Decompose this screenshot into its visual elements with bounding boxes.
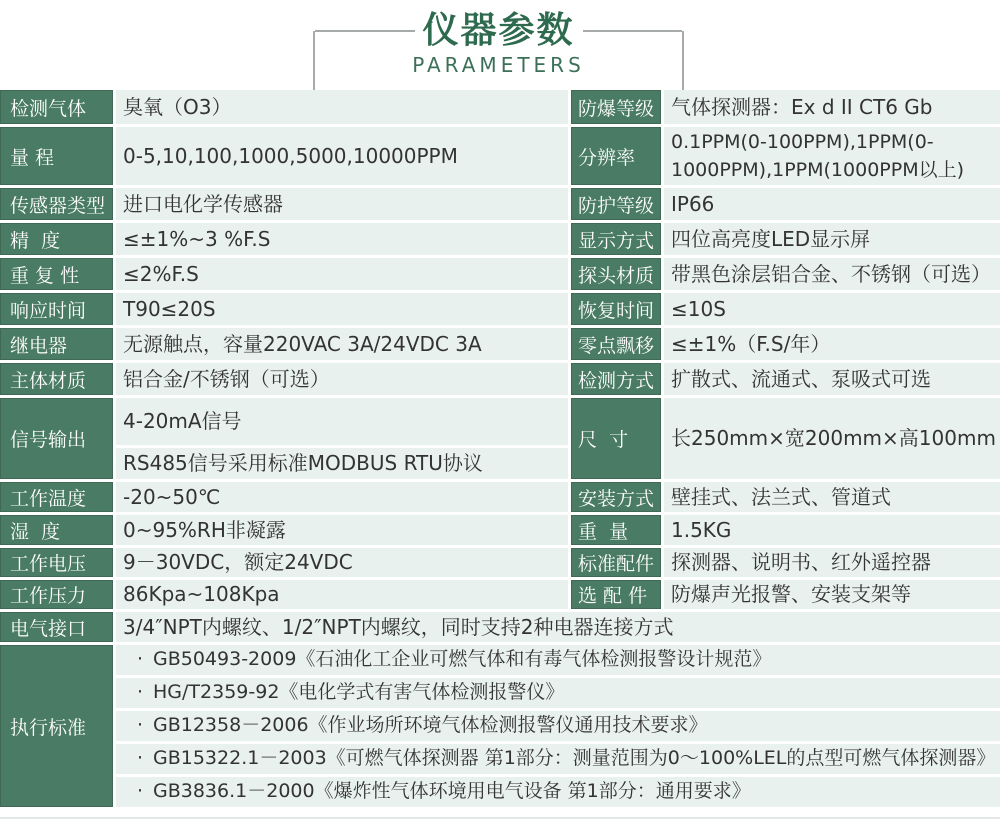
spec-label-body-material: 主体材质 [0, 363, 113, 395]
standard-item [116, 711, 1000, 741]
bullet-icon: · [136, 780, 144, 803]
standard-item [116, 744, 1000, 774]
spec-value-response-time: T90≤20S [116, 293, 568, 325]
spec-label-dimensions: 尺 寸 [571, 398, 661, 479]
spec-value-detection-mode: 扩散式、流通式、泵吸式可选 [664, 363, 1000, 395]
title-box [313, 10, 684, 90]
bullet-icon: · [136, 648, 144, 671]
spec-value-dimensions: 长250mm×宽200mm×高100mm [664, 398, 1000, 479]
spec-label-explosion-proof-grade: 防爆等级 [571, 90, 661, 124]
bullet-icon: · [136, 747, 144, 770]
spec-label-detected-gas: 检测气体 [0, 90, 113, 124]
title-line-left [315, 30, 415, 32]
standard-item-text: GB3836.1－2000《爆炸性气体环境用电气设备 第1部分：通用要求》 [153, 780, 751, 803]
spec-value-signal-output-1: 4-20mA信号 [116, 398, 568, 445]
spec-label-working-voltage: 工作电压 [0, 548, 113, 577]
spec-value-explosion-proof-grade: 气体探测器：Ex d II CT6 Gb [664, 90, 1000, 124]
spec-value-resolution: 0.1PPM(0-100PPM),1PPM(0-1000PPM),1PPM(1000PPM以上) [664, 127, 1000, 185]
spec-value-humidity: 0~95%RH非凝露 [116, 515, 568, 545]
page-subtitle: PARAMETERS [412, 53, 585, 77]
spec-value-relay: 无源触点，容量220VAC 3A/24VDC 3A [116, 328, 568, 360]
spec-value-accuracy: ≤±1%~3 %F.S [116, 223, 568, 255]
spec-label-range: 量 程 [0, 127, 113, 185]
spec-label-optional-accessories: 选 配 件 [571, 580, 661, 609]
standard-item [116, 777, 1000, 807]
spec-label-electrical-interface: 电气接口 [0, 612, 113, 642]
bottom-divider [0, 817, 1000, 819]
spec-value-sensor-type: 进口电化学传感器 [116, 188, 568, 220]
spec-value-zero-drift: ≤±1%（F.S/年） [664, 328, 1000, 360]
spec-label-sensor-type: 传感器类型 [0, 188, 113, 220]
spec-label-response-time: 响应时间 [0, 293, 113, 325]
standard-item [116, 645, 1000, 675]
spec-value-recovery-time: ≤10S [664, 293, 1000, 325]
spec-value-detected-gas: 臭氧（O3） [116, 90, 568, 124]
page-title: 仪器参数 [422, 10, 575, 51]
spec-label-executive-standards: 执行标准 [0, 645, 113, 807]
spec-label-resolution: 分辨率 [571, 127, 661, 185]
spec-value-range: 0-5,10,100,1000,5000,10000PPM [116, 127, 568, 185]
spec-value-working-voltage: 9－30VDC，额定24VDC [116, 548, 568, 577]
spec-label-zero-drift: 零点飘移 [571, 328, 661, 360]
spec-label-working-pressure: 工作压力 [0, 580, 113, 609]
title-line-right [583, 30, 683, 32]
spec-value-optional-accessories: 防爆声光报警、安装支架等 [664, 580, 1000, 609]
spec-label-repeatability: 重 复 性 [0, 258, 113, 290]
bullet-icon: · [136, 681, 144, 704]
spec-label-recovery-time: 恢复时间 [571, 293, 661, 325]
spec-value-probe-material: 带黑色涂层铝合金、不锈钢（可选） [664, 258, 1000, 290]
spec-value-electrical-interface: 3/4″NPT内螺纹、1/2″NPT内螺纹，同时支持2种电器连接方式 [116, 612, 1000, 642]
spec-value-signal-output-2: RS485信号采用标准MODBUS RTU协议 [116, 448, 568, 479]
spec-label-detection-mode: 检测方式 [571, 363, 661, 395]
standard-item-text: HG/T2359-92《电化学式有害气体检测报警仪》 [153, 681, 565, 704]
standard-item-text: GB50493-2009《石油化工企业可燃气体和有毒气体检测报警设计规范》 [153, 648, 772, 671]
spec-label-display-mode: 显示方式 [571, 223, 661, 255]
title-row [315, 10, 682, 52]
spec-label-weight: 重 量 [571, 515, 661, 545]
spec-value-installation-mode: 壁挂式、法兰式、管道式 [664, 482, 1000, 512]
spec-value-working-pressure: 86Kpa~108Kpa [116, 580, 568, 609]
spec-value-weight: 1.5KG [664, 515, 1000, 545]
spec-label-standard-accessories: 标准配件 [571, 548, 661, 577]
spec-table [0, 90, 1000, 807]
spec-value-body-material: 铝合金/不锈钢（可选） [116, 363, 568, 395]
standard-item-text: GB15322.1－2003《可燃气体探测器 第1部分：测量范围为0～100%LEL的点型可燃气体探测器》 [153, 747, 996, 770]
spec-value-standard-accessories: 探测器、说明书、红外遥控器 [664, 548, 1000, 577]
spec-value-repeatability: ≤2%F.S [116, 258, 568, 290]
spec-value-working-temperature: -20~50℃ [116, 482, 568, 512]
spec-value-protection-grade: IP66 [664, 188, 1000, 220]
spec-label-protection-grade: 防护等级 [571, 188, 661, 220]
spec-label-relay: 继电器 [0, 328, 113, 360]
standard-item [116, 678, 1000, 708]
spec-label-humidity: 湿 度 [0, 515, 113, 545]
standard-item-text: GB12358－2006《作业场所环境气体检测报警仪通用技术要求》 [153, 714, 708, 737]
spec-value-display-mode: 四位高亮度LED显示屏 [664, 223, 1000, 255]
spec-label-signal-output: 信号输出 [0, 398, 113, 479]
spec-label-probe-material: 探头材质 [571, 258, 661, 290]
spec-label-installation-mode: 安装方式 [571, 482, 661, 512]
bullet-icon: · [136, 714, 144, 737]
spec-label-accuracy: 精 度 [0, 223, 113, 255]
spec-label-working-temperature: 工作温度 [0, 482, 113, 512]
